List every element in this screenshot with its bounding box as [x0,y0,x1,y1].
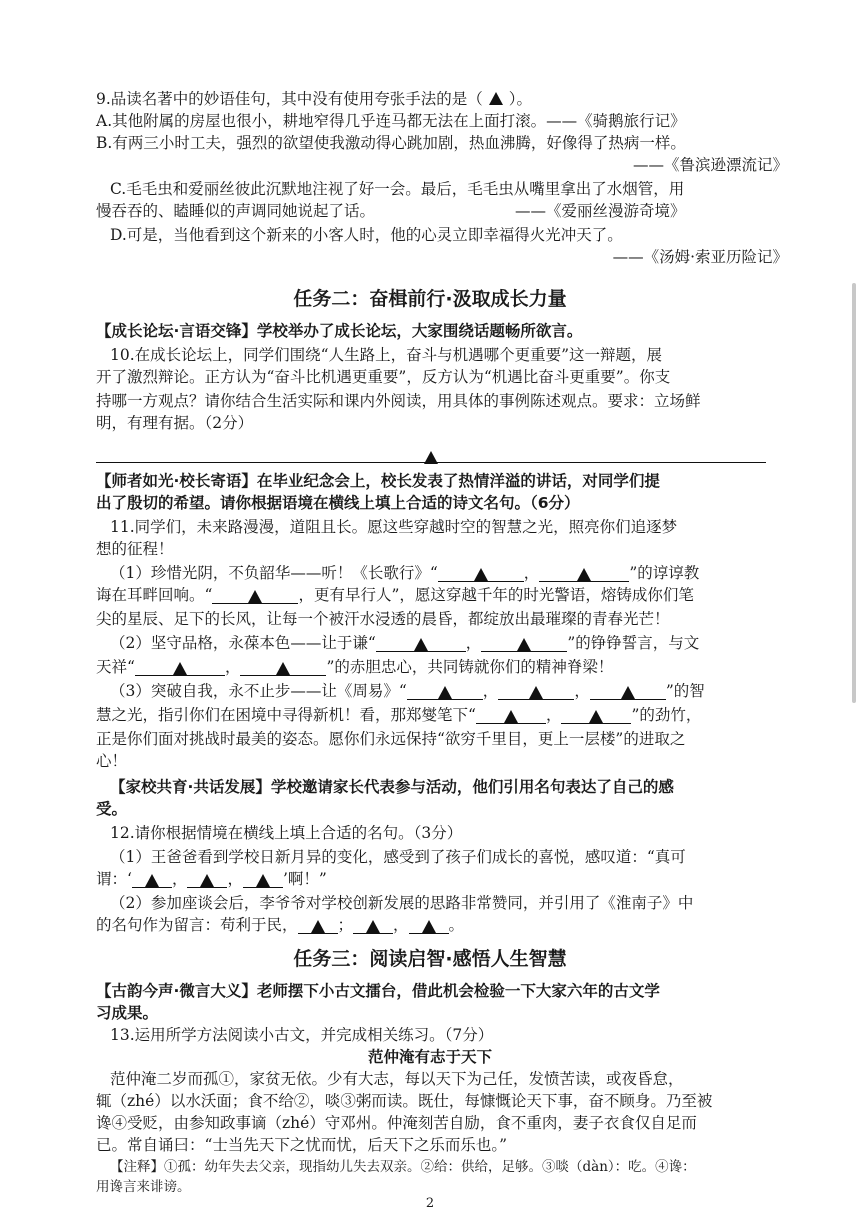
q11-line2: 想的征程！ [96,540,174,558]
q11-part1-cont: 诲在耳畔回响。“ ，更有早行人”，愿这穿越千年的时光警语，熔铸成你们笔 [96,586,694,604]
principal-intro: 【师者如光·校长寄语】在毕业纪念会上，校长发表了热情洋溢的讲话，对同学们提 [96,472,660,490]
triangle-icon [276,662,290,675]
blank-field[interactable] [590,682,666,700]
q12-part1: （1）王爸爸看到学校日新月异的变化，感受到了孩子们成长的喜悦，感叹道：“真可 [110,848,686,866]
blank-field[interactable] [243,870,283,888]
passage-line3: 谗④受贬，由参知政事谪（zhé）守邓州。仲淹刻苦自励，食不重肉，妻子衣食仅自足而 [96,1114,697,1132]
triangle-icon [422,920,436,933]
q10-line4: 明，有理有据。（2分） [96,414,254,432]
q11-line1: 11.同学们，未来路漫漫，道阻且长。愿这些穿越时空的智慧之光，照亮你们追逐梦 [110,518,678,536]
q10-line1: 10.在成长论坛上，同学们围绕“人生路上，奋斗与机遇哪个更重要”这一辩题，展 [110,346,663,364]
triangle-icon [529,686,543,699]
q9-option-c-cont: 慢吞吞的、瞌睡似的声调同她说起了话。 ——《爱丽丝漫游奇境》 [96,202,686,220]
blank-field[interactable] [298,916,338,934]
task2-heading: 任务二：奋楫前行·汲取成长力量 [293,288,567,310]
q13-stem: 13.运用所学方法阅读小古文，并完成相关练习。（7分） [110,1026,494,1044]
q9-option-c: C.毛毛虫和爱丽丝彼此沉默地注视了好一会。最后，毛毛虫从嘴里拿出了水烟管，用 [110,180,685,198]
blank-field[interactable] [376,634,466,652]
blank-field[interactable] [561,706,631,724]
q12-part2-cont: 的名句作为留言：苟利于民， ； ， 。 [96,916,465,934]
blank-field[interactable] [187,870,227,888]
blank-field[interactable] [476,706,546,724]
page-number: 2 [425,1196,435,1211]
q11-part1: （1）珍惜光阴，不负韶华——听！《长歌行》“ ， ”的谆谆教 [110,564,700,582]
blank-field[interactable] [409,916,449,934]
q11-part3-end: 正是你们面对挑战时最美的姿态。愿你们永远保持“欲穷千里目，更上一层楼”的进取之 [96,730,686,748]
triangle-icon [248,590,262,603]
triangle-icon [414,638,428,651]
q11-part2-cont: 天祥“ ， ”的赤胆忠心，共同铸就你们的精神脊梁！ [96,658,614,676]
principal-intro-cont: 出了殷切的希望。请你根据语境在横线上填上合适的诗文名句。（6分） [96,494,580,512]
triangle-icon [438,686,452,699]
triangle-icon [517,638,531,651]
triangle-icon [621,686,635,699]
task3-intro-cont: 习成果。 [96,1004,159,1022]
family-intro: 【家校共育·共话发展】学校邀请家长代表参与活动，他们引用名句表达了自己的感 [110,778,674,796]
triangle-icon [424,451,438,464]
q9-option-d: D.可是，当他看到这个新来的小客人时，他的心灵立即幸福得火光冲天了。 [110,226,623,244]
triangle-icon [366,920,380,933]
triangle-icon [474,568,488,581]
q9-stem: 9.品读名著中的妙语佳句，其中没有使用夸张手法的是（ ）。 [96,90,533,108]
scrollbar[interactable] [852,283,856,703]
family-intro-cont: 受。 [96,800,128,818]
q9-option-a: A.其他附属的房屋也很小，耕地窄得几乎连马都无法在上面打滚。——《骑鹅旅行记》 [96,112,686,130]
triangle-icon [145,874,159,887]
triangle-icon [173,662,187,675]
q11-part3-last: 心！ [96,752,128,770]
q10-answer-line[interactable] [96,448,766,463]
notes-line2: 用谗言来诽谤。 [96,1179,191,1195]
blank-field[interactable] [135,658,225,676]
blank-field[interactable] [407,682,483,700]
notes-line1: 【注释】①孤：幼年失去父亲，现指幼儿失去双亲。②给：供给，足够。③啖（dàn）：吃。④谗： [110,1159,696,1175]
blank-field[interactable] [353,916,393,934]
task3-heading: 任务三：阅读启智·感悟人生智慧 [293,948,567,970]
blank-field[interactable] [212,586,298,604]
triangle-icon [200,874,214,887]
task3-intro: 【古韵今声·微言大义】老师摆下小古文擂台，借此机会检验一下大家六年的古文学 [96,982,660,1000]
triangle-icon [577,568,591,581]
q9-option-d-source: ——《汤姆·索亚历险记》 [612,248,788,266]
q12-stem: 12.请你根据情境在横线上填上合适的名句。（3分） [110,824,463,842]
blank-field[interactable] [539,564,629,582]
blank-field[interactable] [498,682,574,700]
blank-field[interactable] [132,870,172,888]
blank-field[interactable] [438,564,524,582]
blank-field[interactable] [481,634,567,652]
forum-intro: 【成长论坛·言语交锋】学校举办了成长论坛，大家围绕话题畅所欲言。 [96,322,583,340]
q11-part3: （3）突破自我，永不止步——让《周易》“ ， ， ”的智 [110,682,705,700]
q11-part3-cont: 慧之光，指引你们在困境中寻得新机！看，那郑燮笔下“ ， ”的劲竹， [96,706,702,724]
q12-part1-cont: 谓：‘ ， ， ’啊！” [96,870,327,888]
passage-title: 范仲淹有志于天下 [367,1048,492,1066]
passage-line1: 范仲淹二岁而孤①，家贫无依。少有大志，每以天下为己任，发愤苦读，或夜昏怠， [110,1070,684,1088]
blank-field[interactable] [240,658,326,676]
q12-part2: （2）参加座谈会后，李爷爷对学校创新发展的思路非常赞同，并引用了《淮南子》中 [110,894,694,912]
q11-part2: （2）坚守品格，永葆本色——让于谦“ ， ”的铮铮誓言，与文 [110,634,700,652]
triangle-icon [489,92,503,105]
triangle-icon [311,920,325,933]
passage-line4: 已。常自诵曰：“士当先天下之忧而忧，后天下之乐而乐也。” [96,1136,508,1154]
triangle-icon [504,710,518,723]
triangle-icon [256,874,270,887]
q9-option-b: B.有两三小时工夫，强烈的欲望使我激动得心跳加剧，热血沸腾，好像得了热病一样。 [96,134,686,152]
q9-option-b-source: ——《鲁滨逊漂流记》 [632,156,788,174]
q10-line2: 开了激烈辩论。正方认为“奋斗比机遇更重要”，反方认为“机遇比奋斗更重要”。你支 [96,368,671,386]
triangle-icon [589,710,603,723]
q11-part1-end: 尖的星辰、足下的长风，让每一个被汗水浸透的晨昏，都绽放出最璀璨的青春光芒！ [96,610,670,628]
passage-line2: 辄（zhé）以水沃面；食不给②，啖③粥而读。既仕，每慷慨论天下事，奋不顾身。乃至被 [96,1092,713,1110]
q10-line3: 持哪一方观点？请你结合生活实际和课内外阅读，用具体的事例陈述观点。要求：立场鲜 [96,392,701,410]
